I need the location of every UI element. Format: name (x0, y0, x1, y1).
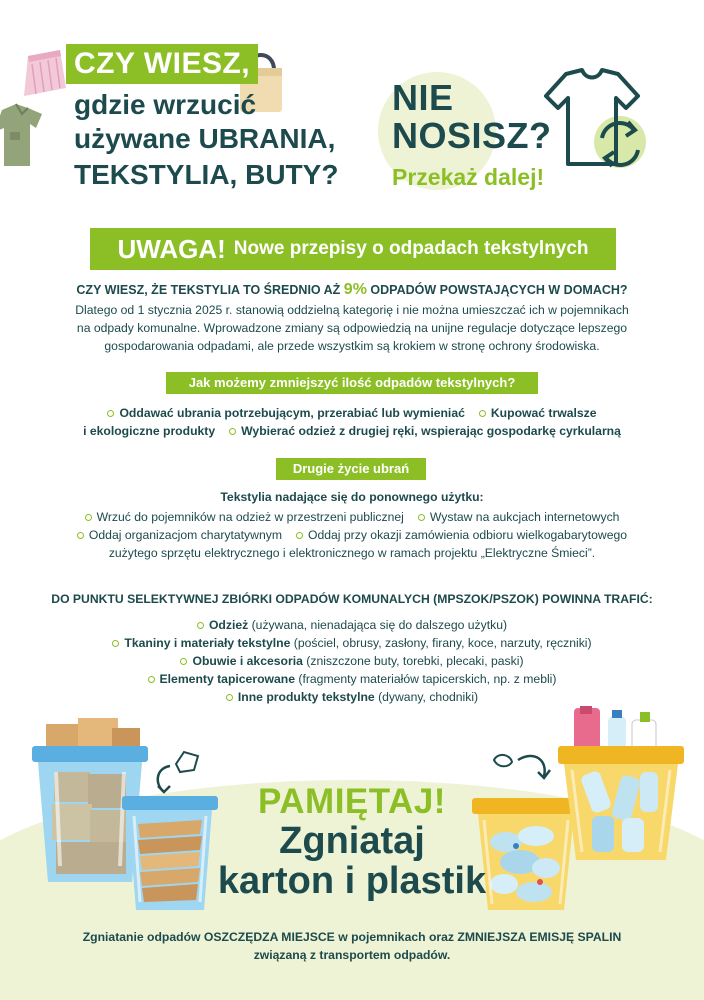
bullet-icon (107, 410, 114, 417)
reuse-list-line-2 (20, 526, 684, 544)
pszok-item-desc: (zniszczone buty, torebki, plecaki, paski) (306, 654, 524, 668)
reuse-list-line-1 (20, 508, 684, 526)
pszok-item-name: Elementy tapicerowane (159, 672, 295, 686)
reduce-item-3: Wybierać odzież z drugiej ręki, wspierając gospodarkę cyrkularną (241, 424, 621, 438)
pszok-item (20, 616, 684, 634)
second-life-title: Drugie życie ubrań (276, 458, 426, 480)
remember-title: PAMIĘTAJ! (258, 782, 446, 821)
pszok-title: DO PUNKTU SELEKTYWNEJ ZBIÓRKI ODPADÓW KOMUNALYCH (MPSZOK/PSZOK) POWINNA TRAFIĆ: (51, 592, 653, 606)
reduce-item-1: Oddawać ubrania potrzebującym, przerabiać lub wymieniać (119, 406, 465, 420)
headline-line-2: gdzie wrzucić (74, 89, 257, 120)
pszok-item-desc: (dywany, chodniki) (378, 690, 479, 704)
pszok-item-name: Inne produkty tekstylne (237, 690, 375, 704)
banner-subtitle: Nowe przepisy o odpadach tekstylnych (233, 238, 589, 259)
intro-paragraph-line-3: gospodarowania odpadami, ale przede wszystkim są krokiem w stronę ochrony środowiska. (104, 339, 600, 353)
pszok-item (20, 688, 684, 706)
bullet-icon (77, 532, 84, 539)
bullet-icon (112, 640, 119, 647)
reduce-list-line-2 (20, 422, 684, 440)
pszok-item-desc: (używana, nienadająca się do dalszego użytku) (251, 618, 508, 632)
pszok-item (20, 634, 684, 652)
reduce-section-title: Jak możemy zmniejszyć ilość odpadów tekstylnych? (166, 372, 538, 394)
footer-line-2: związaną z transportem odpadów. (253, 948, 451, 962)
bullet-icon (180, 658, 187, 665)
reuse-item-3: Oddaj organizacjom charytatywnym (88, 528, 282, 542)
question-end: ODPADÓW POWSTAJĄCYCH W DOMACH? (370, 283, 628, 297)
reuse-list-line-3: zużytego sprzętu elektrycznego i elektronicznego w ramach projektu „Elektryczne Śmieci”. (108, 546, 596, 560)
tshirt-recycle-icon (536, 68, 656, 176)
headline-question-start: CZY WIESZ, (66, 44, 258, 84)
przekaz-dalej-text: Przekaż dalej! (392, 164, 545, 190)
pszok-item-name: Tkaniny i materiały tekstylne (124, 636, 291, 650)
percent-value: 9% (343, 281, 367, 298)
nie-nosisz-line-1: NIE (392, 77, 454, 118)
pszok-item-desc: (fragmenty materiałów tapicerskich, np. z mebli) (298, 672, 557, 686)
bullet-icon (197, 622, 204, 629)
nie-nosisz-line-2: NOSISZ? (392, 115, 552, 156)
bullet-icon (148, 676, 155, 683)
pszok-item-name: Obuwie i akcesoria (192, 654, 303, 668)
bullet-icon (296, 532, 303, 539)
question-start: CZY WIESZ, ŻE TEKSTYLIA TO ŚREDNIO AŻ (76, 283, 341, 297)
bullet-icon (226, 694, 233, 701)
intro-paragraph-line-1: Dlatego od 1 stycznia 2025 r. stanowią oddzielną kategorię i nie można umieszczać ich w pojemnikach (75, 303, 629, 317)
pszok-item-desc: (pościel, obrusy, zasłony, firany, koce, narzuty, ręczniki) (293, 636, 592, 650)
reuse-item-4a: Oddaj przy okazji zamówienia odbioru wielkogabarytowego (307, 528, 628, 542)
plastic-bin-full (556, 706, 686, 862)
pszok-item-name: Odzież (208, 618, 249, 632)
reuse-item-1: Wrzuć do pojemników na odzież w przestrzeni publicznej (96, 510, 404, 524)
bullet-icon (229, 428, 236, 435)
bullet-icon (418, 514, 425, 521)
banner-uwaga: UWAGA! (117, 233, 226, 264)
remember-line-1: Zgniataj (279, 820, 425, 862)
reduce-item-2a: Kupować trwalsze (490, 406, 597, 420)
bullet-icon (85, 514, 92, 521)
pszok-item (20, 670, 684, 688)
footer-line-1: Zgniatanie odpadów OSZCZĘDZA MIEJSCE w pojemnikach oraz ZMNIEJSZA EMISJĘ SPALIN (82, 930, 622, 944)
reuse-subtitle: Tekstylia nadające się do ponownego użytku: (220, 490, 484, 504)
bullet-icon (479, 410, 486, 417)
uwaga-banner (90, 228, 616, 270)
headline-line-4: TEKSTYLIA, BUTY? (74, 159, 339, 190)
percent-question (20, 281, 684, 299)
intro-paragraph-line-2: na odpady komunalne. Wprowadzone zmiany są odpowiedzią na unijne regulacje dotyczące lepszego (76, 321, 628, 335)
reuse-item-2: Wystaw na aukcjach internetowych (429, 510, 620, 524)
remember-line-2: karton i plastik (217, 860, 487, 902)
reduce-item-2b: i ekologiczne produkty (83, 424, 216, 438)
reduce-list-line-1 (20, 404, 684, 422)
headline-line-3: używane UBRANIA, (74, 123, 336, 154)
pszok-item (20, 652, 684, 670)
